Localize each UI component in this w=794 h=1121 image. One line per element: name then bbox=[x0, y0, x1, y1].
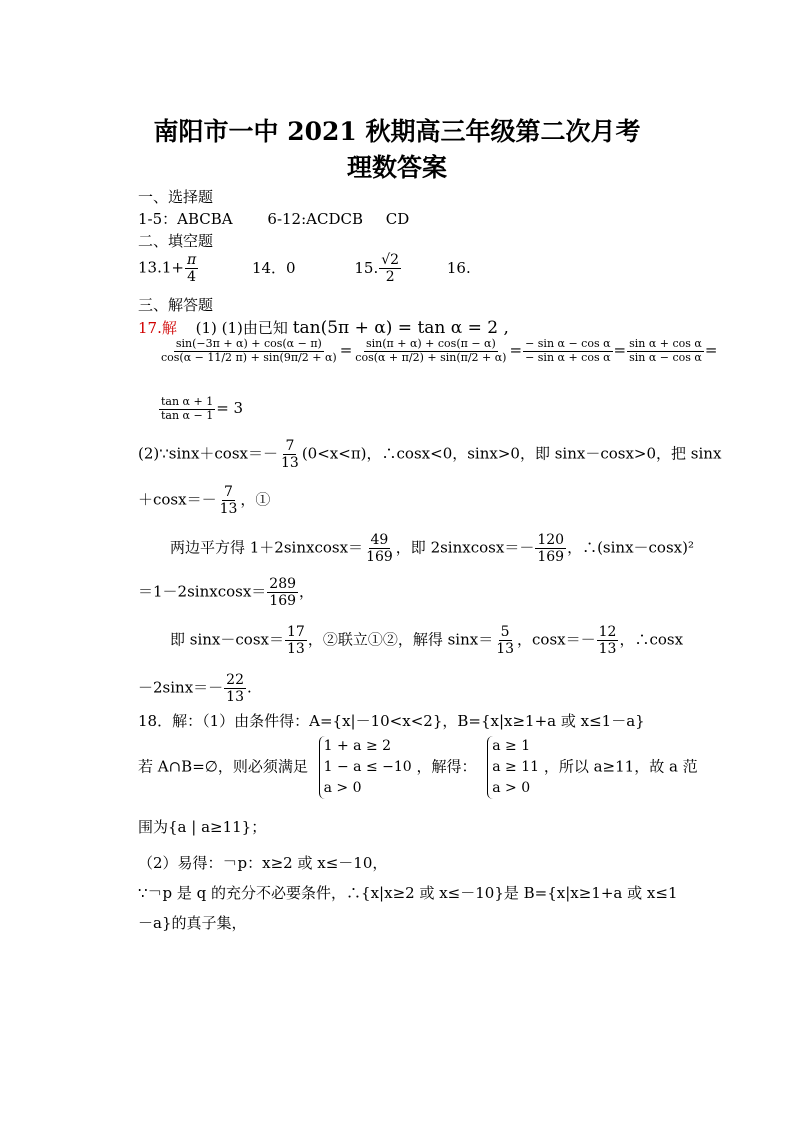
p17-part2-line5 bbox=[170, 624, 683, 657]
num: 5 bbox=[500, 624, 510, 640]
p17-line1 bbox=[138, 320, 509, 337]
p17-part2-line2 bbox=[138, 484, 270, 517]
text: ，cosx＝－ bbox=[517, 630, 596, 649]
den: 13 bbox=[281, 455, 299, 472]
text: ，所以 a≥11，故 a 范 bbox=[543, 757, 698, 776]
eq-sign: = bbox=[704, 341, 718, 360]
num: 22 bbox=[226, 672, 244, 688]
text: ＝1－2sinxcosx＝ bbox=[138, 582, 267, 601]
den: 169 bbox=[366, 549, 393, 566]
num: 12 bbox=[598, 624, 617, 640]
p18-line5: ∵￢p 是 q 的充分不必要条件，∴{x|x≥2 或 x≤－10}是 B={x|x≥1+a 或 x≤1 bbox=[138, 884, 678, 902]
den: 13 bbox=[219, 501, 238, 518]
num: 289 bbox=[269, 576, 297, 592]
page-title: 南阳市一中 2021 秋期高三年级第二次月考 bbox=[153, 117, 641, 146]
q13-term: 1+ bbox=[161, 258, 184, 277]
frac-5-13 bbox=[494, 624, 516, 657]
frac-17-13 bbox=[285, 624, 307, 657]
den: 13 bbox=[286, 641, 305, 658]
choice-answers-1-5: 1-5：ABCBA bbox=[138, 210, 233, 228]
p18-line3: 围为{a | a≥11}； bbox=[138, 818, 267, 836]
p17-part2-line4 bbox=[138, 576, 314, 609]
p17-frac5 bbox=[159, 396, 215, 422]
frac-120-169 bbox=[535, 532, 566, 565]
p17-frac4-num: sin α + cos α bbox=[629, 337, 702, 350]
num: 49 bbox=[370, 532, 389, 548]
p18-line4: （2）易得：￢p：x≥2 或 x≤－10， bbox=[138, 854, 388, 872]
choice-answers-6-12: 6-12:ACDCB bbox=[267, 210, 363, 228]
num: 7 bbox=[224, 484, 233, 500]
den: 13 bbox=[226, 689, 244, 706]
text: ＋cosx＝－ bbox=[138, 490, 217, 509]
p17-part2-line6 bbox=[138, 672, 252, 705]
text: (2)∵sinx＋cosx＝－ bbox=[138, 444, 278, 463]
choice-answers-tail: CD bbox=[385, 210, 410, 228]
text: ，① bbox=[240, 490, 271, 509]
text: ，②联立①②，解得 sinx＝ bbox=[307, 630, 494, 649]
section-solve-heading: 三、解答题 bbox=[138, 296, 214, 314]
system-row: 1 + a ≥ 2 bbox=[323, 738, 392, 754]
p17-frac5-den: tan α − 1 bbox=[161, 408, 214, 422]
text: . bbox=[247, 678, 252, 697]
q13-label: 13. bbox=[138, 258, 162, 277]
page-subtitle: 理数答案 bbox=[346, 153, 447, 182]
p18-line2 bbox=[138, 736, 698, 799]
num: 120 bbox=[537, 532, 565, 548]
text: (0<x<π)，∴cosx<0，sinx>0，即 sinx－cosx>0，把 sinx bbox=[301, 444, 722, 463]
p17-part2-line1 bbox=[138, 438, 721, 471]
system-1 bbox=[313, 736, 412, 799]
text: ，即 2sinxcosx＝－ bbox=[395, 538, 535, 557]
p17-frac2-num: sin(π + α) + cos(π − α) bbox=[365, 337, 496, 350]
p17-frac3-num: − sin α − cos α bbox=[525, 337, 611, 350]
system-2 bbox=[481, 736, 539, 799]
q15-num: √2 bbox=[381, 252, 400, 268]
text: ，解得： bbox=[416, 757, 477, 776]
p17-line2 bbox=[158, 338, 717, 364]
q15-den: 2 bbox=[385, 269, 395, 286]
p17-frac3 bbox=[523, 338, 612, 364]
p17-frac4 bbox=[627, 338, 704, 364]
p17-result: = 3 bbox=[216, 399, 244, 418]
p17-frac1 bbox=[159, 338, 339, 364]
frac-7-13 bbox=[218, 484, 240, 517]
q14-answer: 14．0 bbox=[251, 258, 296, 277]
frac-22-13 bbox=[224, 672, 246, 705]
text: －2sinx＝－ bbox=[138, 678, 224, 697]
system-row: a > 0 bbox=[492, 780, 531, 796]
q16-label: 16. bbox=[446, 258, 471, 277]
q15-fraction bbox=[379, 252, 401, 285]
p17-frac1-num: sin(−3π + α) + cos(α − π) bbox=[175, 337, 322, 350]
den: 169 bbox=[537, 549, 565, 566]
p17-frac2-den: cos(α + π/2) + sin(π/2 + α) bbox=[355, 350, 507, 364]
text: 两边平方得 1＋2sinxcosx＝ bbox=[170, 538, 364, 557]
q13-fraction bbox=[185, 252, 198, 285]
choice-answers bbox=[138, 212, 409, 227]
frac-7-13 bbox=[279, 438, 301, 471]
p17-label: 17.解 bbox=[138, 319, 177, 337]
section-fill-heading: 二、填空题 bbox=[138, 232, 214, 250]
section-choice-heading: 一、选择题 bbox=[138, 188, 214, 206]
p17-eq1: tan(5π + α) = tan α = 2 , bbox=[292, 318, 509, 338]
num: 7 bbox=[285, 438, 295, 454]
text: 若 A∩B=∅，则必须满足 bbox=[138, 757, 308, 776]
system-row: a ≥ 1 bbox=[492, 738, 531, 754]
system-row: a > 0 bbox=[323, 780, 362, 796]
q13-den: 4 bbox=[187, 269, 197, 286]
p17-line3 bbox=[158, 396, 243, 422]
q13-num: π bbox=[186, 252, 197, 268]
fill-answers bbox=[138, 252, 471, 285]
text: ，∴(sinx－cosx)² bbox=[567, 538, 694, 557]
frac-49-169 bbox=[364, 532, 395, 565]
p17-intro: (1) (1)由已知 bbox=[195, 319, 288, 337]
q15-label: 15. bbox=[354, 258, 379, 277]
p17-frac3-den: − sin α + cos α bbox=[525, 350, 611, 364]
system-row: 1 − a ≤ −10 bbox=[323, 759, 412, 775]
p17-frac5-num: tan α + 1 bbox=[161, 395, 214, 408]
num: 17 bbox=[286, 624, 305, 640]
p17-frac2 bbox=[353, 338, 508, 364]
p17-frac1-den: cos(α − 11/2 π) + sin(9π/2 + α) bbox=[161, 350, 337, 364]
text: 即 sinx－cosx＝ bbox=[170, 630, 284, 649]
frac-289-169 bbox=[267, 576, 298, 609]
p17-part2-line3 bbox=[170, 532, 694, 565]
frac-12-13 bbox=[597, 624, 619, 657]
den: 169 bbox=[269, 593, 297, 610]
den: 13 bbox=[598, 641, 617, 658]
eq-sign: = bbox=[509, 341, 523, 360]
den: 13 bbox=[496, 641, 515, 658]
p18-line6: －a}的真子集， bbox=[138, 914, 247, 932]
p17-frac4-den: sin α − cos α bbox=[629, 350, 702, 364]
text: ，∴cosx bbox=[619, 630, 684, 649]
eq-sign: = bbox=[339, 341, 353, 360]
p18-line1: 18．解：（1）由条件得：A={x|－10<x<2}，B={x|x≥1+a 或 x≤1－a} bbox=[138, 712, 645, 730]
eq-sign: = bbox=[613, 341, 627, 360]
system-row: a ≥ 11 bbox=[492, 759, 540, 775]
text: ， bbox=[299, 582, 315, 601]
